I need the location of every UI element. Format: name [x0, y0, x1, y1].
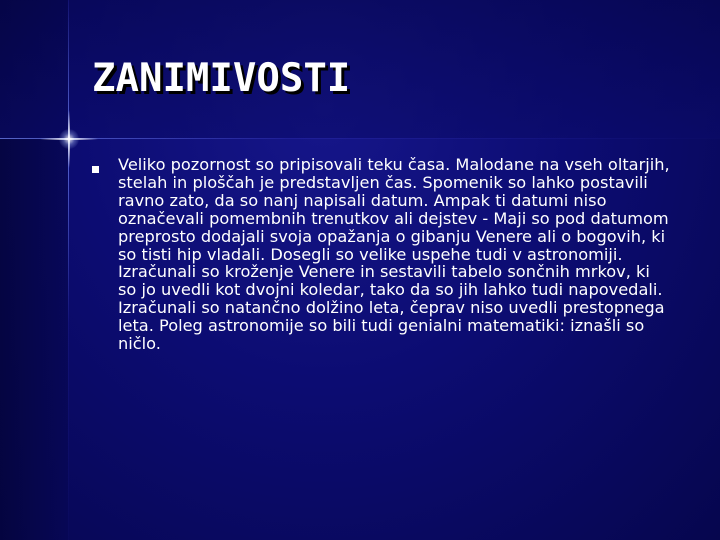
bullet-item — [92, 156, 672, 353]
sparkle-star-icon — [40, 110, 98, 168]
sparkle-glow — [59, 129, 79, 149]
vertical-divider-line — [68, 0, 69, 540]
horizontal-divider-line — [0, 138, 720, 139]
bullet-list — [92, 156, 672, 353]
slide-title: ZANIMIVOSTI — [92, 56, 351, 101]
bullet-text: Veliko pozornost so pripisovali teku časa. Malodane na vseh oltarjih, stelah in ploščah je predstavljen čas. Spomenik so lahko postavili ravno zato, da so nanj napisali datum. Ampak ti datumi niso označevali pomembnih trenutkov ali dejstev - Maji so pod datumom preprosto dodajali svoja opažanja o gibanju Venere ali o bogovih, ki so tisti hip vladali. Dosegli so velike uspehe tudi v astronomiji. Izračunali so kroženje Venere in sestavili tabelo sončnih mrkov, ki so jo uvedli kot dvojni koledar, tako da so jih lahko tudi napovedali. Izračunali so natančno dolžino leta, čeprav niso uvedli prestopnega leta. Poleg astronomije so bili tudi genialni matematiki: iznašli so ničlo. — [118, 155, 670, 354]
square-bullet-icon — [92, 166, 99, 173]
